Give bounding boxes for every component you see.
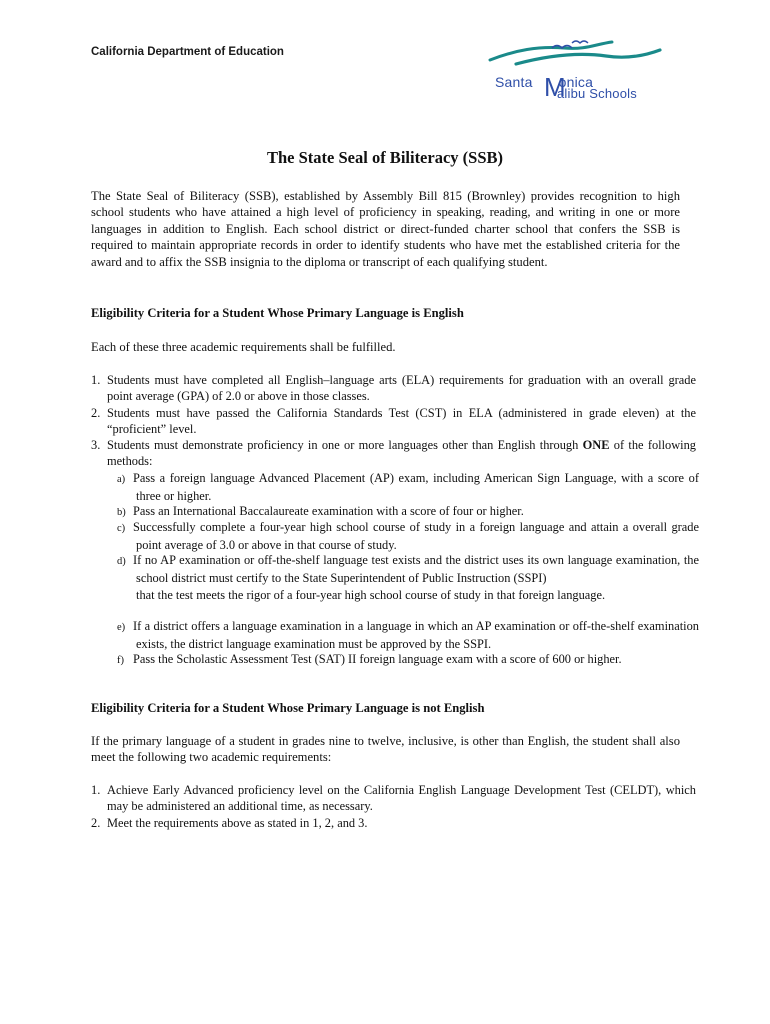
list-subitem: c) Successfully complete a four-year high school course of study in a foreign language and attain a overall grade point average of 3.0 or above in that course of study. — [117, 520, 699, 553]
list-subitem: e) If a district offers a language examination in a language in which an AP examination or off-the-shelf examination exists, the district language examination must be approved by the SSPI. — [117, 619, 699, 652]
list-subitem: f) Pass the Scholastic Assessment Test (SAT) II foreign language exam with a score of 600 or higher. — [117, 652, 622, 666]
list-item: 2. Meet the requirements above as stated in 1, 2, and 3. — [91, 816, 368, 830]
santa-monica-malibu-logo — [486, 34, 666, 104]
list-item: 1. Achieve Early Advanced proficiency level on the California English Language Development Test (CELDT), which may be administered an additional time, as necessary. — [91, 783, 696, 814]
list-subitem: b) Pass an International Baccalaureate examination with a score of four or higher. — [117, 504, 524, 518]
section2-lead: If the primary language of a student in grades nine to twelve, inclusive, is other than English, the student shall also meet the following two academic requirements: — [91, 734, 680, 765]
list-subitem: a) Pass a foreign language Advanced Placement (AP) exam, including American Sign Language, with a score of three or higher. — [117, 471, 699, 504]
intro-paragraph: The State Seal of Biliteracy (SSB), established by Assembly Bill 815 (Brownley) provides recognition to high school students who have attained a high level of proficiency in speaking, reading, and writing in one or more languages in addition to English. Each school district or direct-funded charter school that confers the SSB is required to maintain appropriate records in order to identify students who have met the established criteria for the award and to affix the SSB insignia to the diploma or transcript of each qualifying student. — [91, 189, 680, 269]
department-header: California Department of Education — [91, 46, 284, 58]
list-subitem: d) If no AP examination or off-the-shelf language test exists and the district uses its own language examination, the school district must certify to the State Superintendent of Public Instruction (SSPI) that the test meets the rigor of a four-year high school course of study in that foreign language. — [117, 553, 699, 602]
section-heading-english: Eligibility Criteria for a Student Whose Primary Language is English — [91, 306, 464, 320]
section-heading-not-english: Eligibility Criteria for a Student Whose Primary Language is not English — [91, 701, 485, 715]
logo-text-santa: Santa onica — [495, 74, 594, 90]
list-subitem-continuation: that the test meets the rigor of a four-year high school course of study in that foreign language. — [136, 587, 606, 602]
list-item: 2. Students must have passed the California Standards Test (CST) in ELA (administered in grade eleven) at the “proficient” level. — [91, 406, 696, 437]
bird-icon — [572, 41, 588, 43]
logo-text-malibu: alibu Schools — [557, 86, 637, 101]
wave-graphic — [486, 34, 666, 76]
page-title: The State Seal of Biliteracy (SSB) — [266, 148, 504, 167]
list-item: 3. Students must demonstrate proficiency in one or more languages other than English through ONE of the following methods: — [91, 438, 697, 469]
section1-lead: Each of these three academic requirements shall be fulfilled. — [91, 340, 396, 354]
logo-letter-m: M — [544, 72, 566, 102]
list-item: 1. Students must have completed all English–language arts (ELA) requirements for graduation with an overall grade point average (GPA) of 2.0 or above in those classes. — [91, 373, 696, 404]
